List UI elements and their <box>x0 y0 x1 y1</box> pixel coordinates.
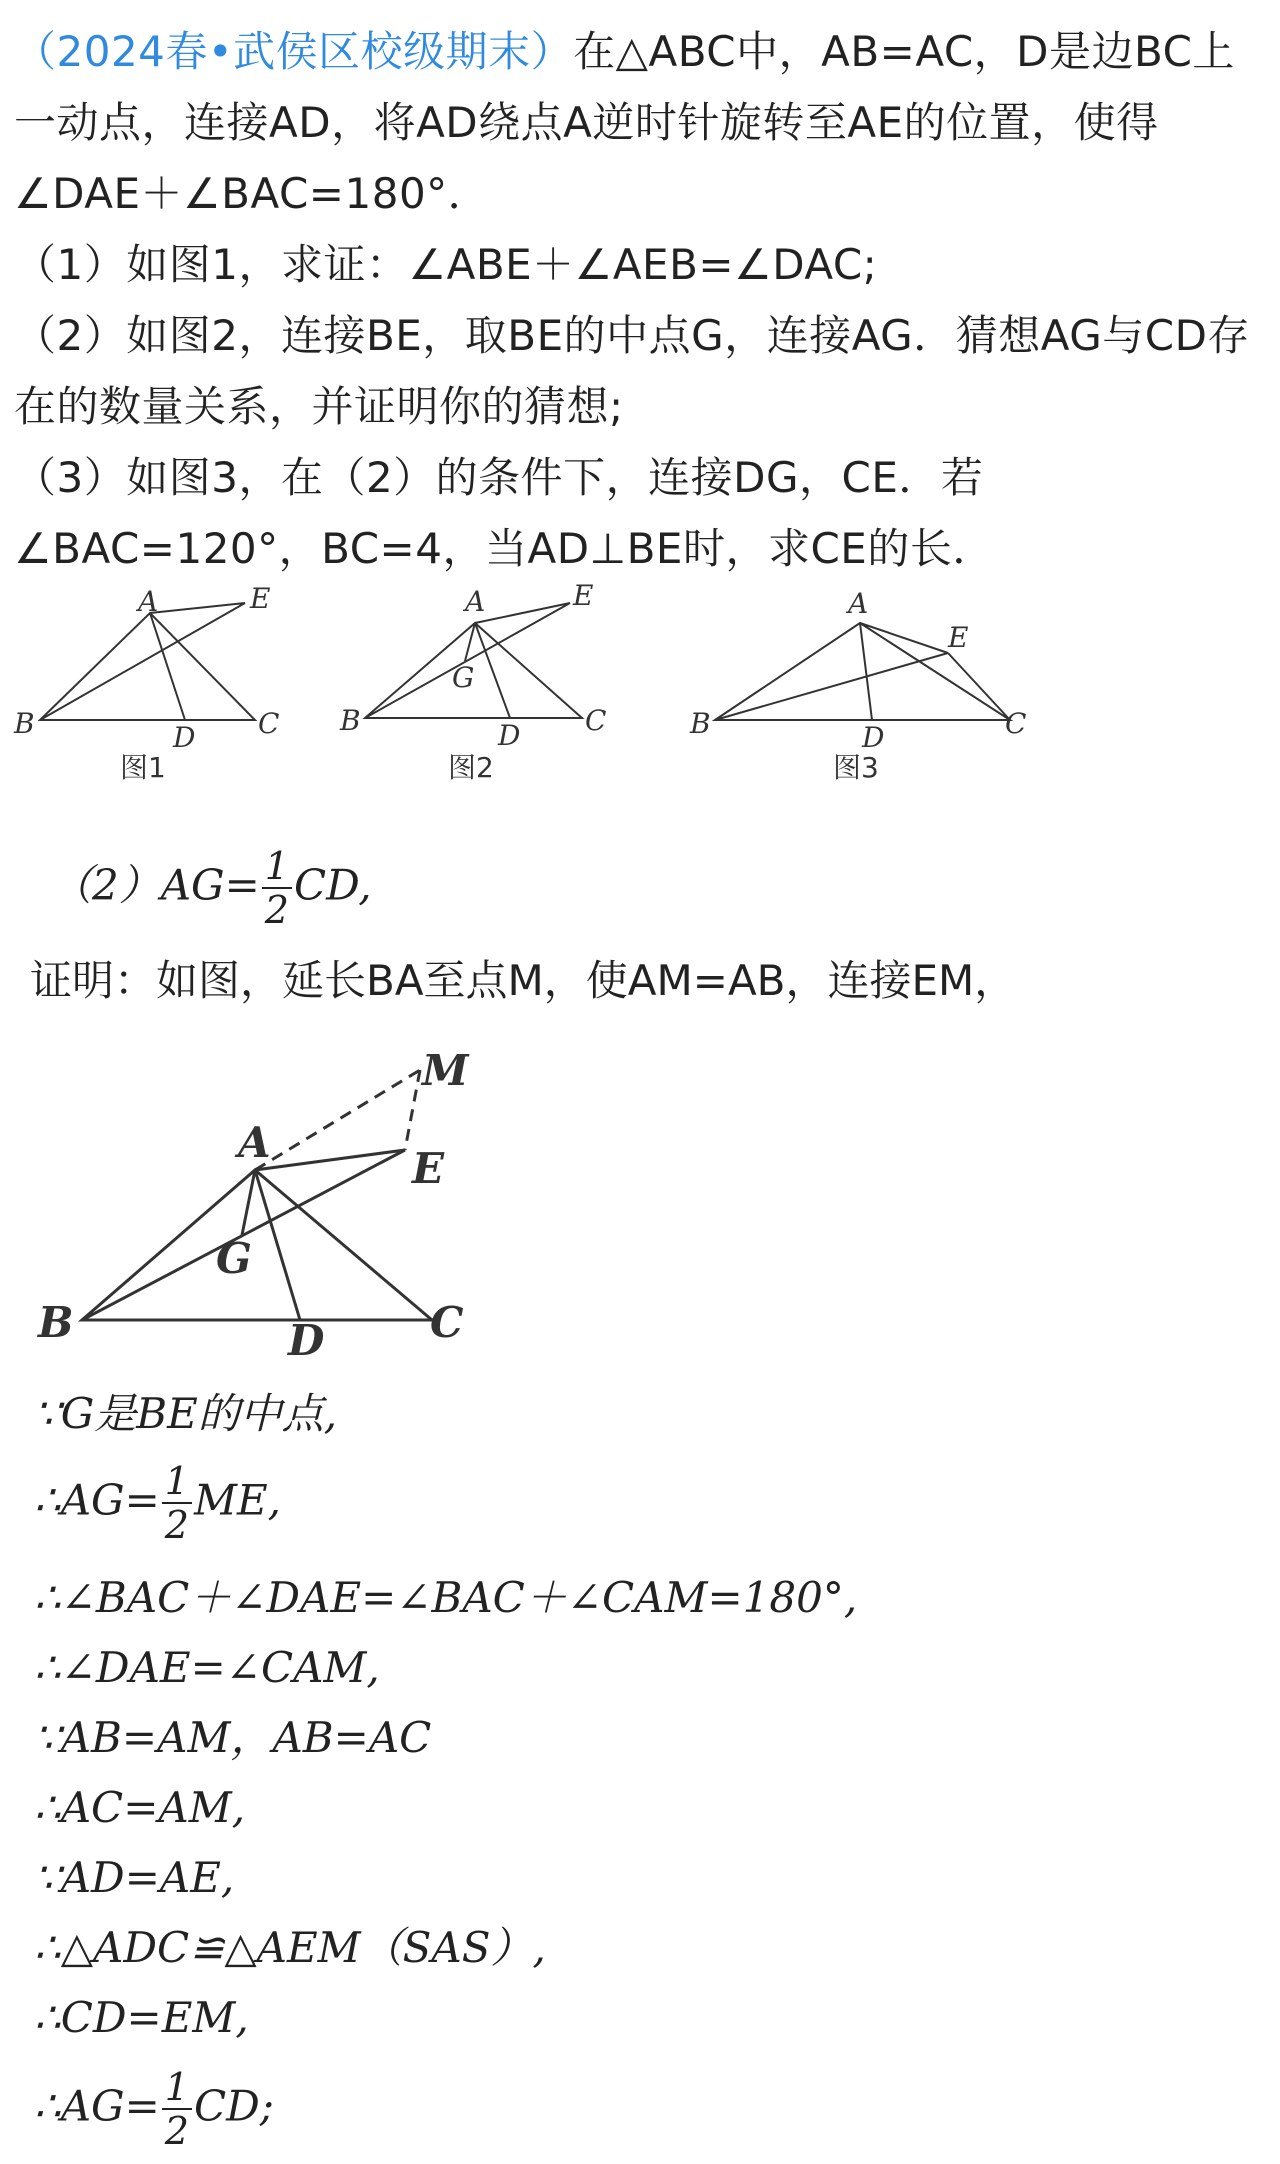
proof-step-5: ∵AB=AM，AB=AC <box>34 1713 432 1762</box>
answer-suffix: CD, <box>293 860 372 910</box>
answer-fraction-num: 1 <box>262 845 292 889</box>
step2-fraction-den: 2 <box>164 1503 189 1547</box>
step10-prefix: ∴AG= <box>34 2081 160 2131</box>
step10-suffix: CD; <box>193 2081 274 2131</box>
question-2: （2）如图2，连接BE，取BE的中点G，连接AG．猜想AG与CD存在的数量关系，并证明你的猜想; <box>14 311 1250 431</box>
proof-label-g: G <box>216 1234 252 1283</box>
step2-prefix: ∴AG= <box>34 1475 160 1525</box>
proof-step-4: ∴∠DAE=∠CAM, <box>34 1643 380 1692</box>
fig3-label-a: A <box>848 587 869 620</box>
proof-step-1: ∵G是BE的中点, <box>34 1389 338 1438</box>
step10-fraction-den: 2 <box>164 2109 189 2153</box>
proof-step-2 <box>34 1460 281 1546</box>
proof-label-m: M <box>422 1046 469 1095</box>
problem-source: （2024春•武侯区校级期末） <box>14 27 574 76</box>
problem-figures <box>0 575 1280 805</box>
proof-intro: 证明：如图，延长BA至点M，使AM=AB，连接EM， <box>30 956 1017 1005</box>
step10-fraction-num: 1 <box>162 2066 192 2110</box>
problem-intro-paragraph <box>14 16 1254 229</box>
fig2-label-d: D <box>498 719 521 752</box>
segment-me-dashed <box>405 1070 420 1150</box>
fig2-label-a: A <box>465 585 486 618</box>
answer-prefix: （2）AG= <box>50 860 260 910</box>
proof-label-e: E <box>412 1144 445 1193</box>
fig2-label-b: B <box>340 704 361 737</box>
fig1-label-a: A <box>138 585 159 618</box>
proof-figure <box>20 1005 500 1365</box>
proof-step-8: ∴△ADC≌△AEM（SAS）, <box>34 1923 546 1972</box>
proof-step-7: ∵AD=AE, <box>34 1853 235 1902</box>
fig2-label-c: C <box>585 704 607 737</box>
proof-step-6: ∴AC=AM, <box>34 1783 246 1832</box>
proof-step-9: ∴CD=EM, <box>34 1993 249 2042</box>
fig1-label-c: C <box>258 707 280 740</box>
fig3-label-d: D <box>862 721 885 754</box>
step10-fraction <box>162 2066 192 2152</box>
proof-label-c: C <box>430 1298 464 1347</box>
figures-svg <box>0 575 1280 805</box>
fig1-lines <box>40 603 255 720</box>
fig3-caption: 图3 <box>833 751 879 784</box>
answer-line <box>50 845 372 931</box>
fig1-label-b: B <box>14 707 35 740</box>
fig1-label-d: D <box>173 721 196 754</box>
proof-figure-svg <box>20 1005 500 1365</box>
step2-fraction <box>162 1460 192 1546</box>
triangle-abc <box>82 1170 432 1320</box>
fig3-label-b: B <box>690 707 711 740</box>
proof-label-b: B <box>38 1298 74 1347</box>
problem-intro: 在△ABC中，AB=AC，D是边BC上一动点，连接AD，将AD绕点A逆时针旋转至AE的位置，使得∠DAE＋∠BAC=180°． <box>14 27 1235 218</box>
segment-ad <box>255 1170 300 1320</box>
fig3-label-e: E <box>948 621 969 654</box>
fig2-label-e: E <box>573 579 594 612</box>
fig2-label-g: G <box>452 661 475 694</box>
step2-suffix: ME, <box>193 1475 281 1525</box>
answer-fraction <box>262 845 292 931</box>
problem-statement <box>14 16 1254 584</box>
segment-ae <box>255 1150 405 1170</box>
proof-step-3: ∴∠BAC＋∠DAE=∠BAC＋∠CAM=180°, <box>34 1573 858 1622</box>
question-1: （1）如图1，求证：∠ABE＋∠AEB=∠DAC; <box>14 240 878 289</box>
fig2-caption: 图2 <box>448 751 494 784</box>
step2-fraction-num: 1 <box>162 1460 192 1504</box>
proof-label-d: D <box>288 1316 325 1365</box>
question-3: （3）如图3，在（2）的条件下，连接DG，CE．若∠BAC=120°，BC=4，当AD⊥BE时，求CE的长． <box>14 453 995 573</box>
fig1-caption: 图1 <box>120 751 166 784</box>
fig3-label-c: C <box>1005 707 1027 740</box>
proof-label-a: A <box>238 1118 271 1167</box>
fig1-label-e: E <box>250 582 271 615</box>
proof-step-10 <box>34 2066 274 2152</box>
answer-fraction-den: 2 <box>264 888 289 932</box>
